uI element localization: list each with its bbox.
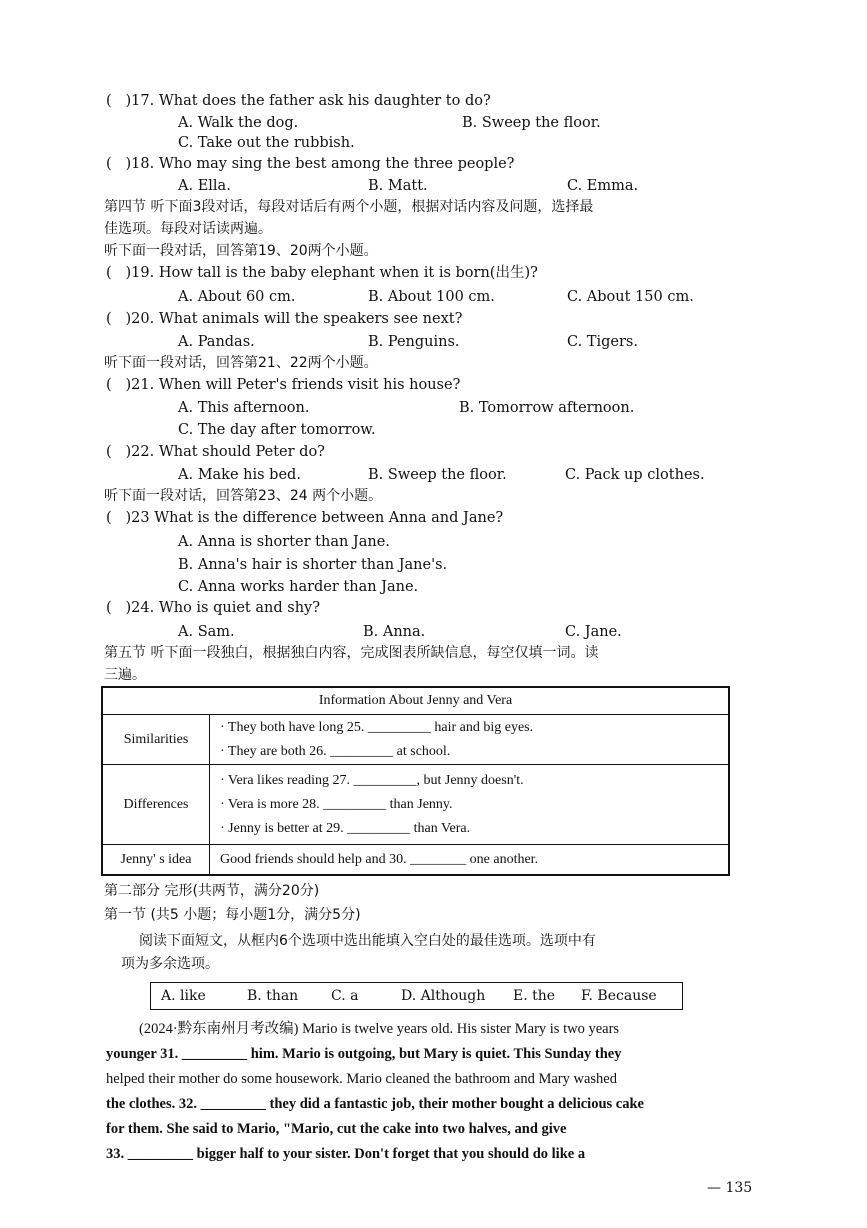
- answer-paren[interactable]: (: [106, 156, 112, 172]
- question-text: What does the father ask his daughter to do?: [158, 93, 491, 109]
- option-a[interactable]: A. Anna is shorter than Jane.: [178, 534, 390, 550]
- blank-26-line[interactable]: · They are both 26. _________ at school.: [220, 743, 451, 759]
- option-c[interactable]: C. Anna works harder than Jane.: [178, 579, 419, 595]
- option-a[interactable]: A. This afternoon.: [178, 400, 310, 416]
- option-c[interactable]: C. The day after tomorrow.: [178, 422, 376, 438]
- option-c[interactable]: C. Tigers.: [567, 334, 638, 350]
- dialogue-2-intro: 听下面一段对话，回答第21、22两个小题。: [104, 355, 378, 371]
- question-number: )18.: [125, 156, 155, 172]
- option-a[interactable]: A. Sam.: [178, 624, 235, 640]
- dialogue-3-intro: 听下面一段对话，回答第23、24 两个小题。: [104, 488, 383, 504]
- option-b[interactable]: B. Sweep the floor.: [368, 467, 507, 483]
- row-label-jennys-idea: Jenny' s idea: [102, 845, 210, 875]
- option-a[interactable]: A. Pandas.: [178, 334, 255, 350]
- part-2-title: 第二部分 完形(共两节，满分20分): [104, 883, 320, 899]
- option-f-because[interactable]: F. Because: [581, 988, 657, 1004]
- option-c[interactable]: C. About 150 cm.: [567, 289, 694, 305]
- question-number: )22.: [125, 444, 155, 460]
- row-content-differences: [210, 765, 730, 845]
- question-text: What is the difference between Anna and Jane?: [154, 510, 504, 526]
- row-label-differences: Differences: [102, 765, 210, 845]
- question-21: [106, 376, 460, 394]
- option-b[interactable]: B. Anna.: [363, 624, 426, 640]
- info-table: [101, 686, 730, 876]
- option-b[interactable]: B. Matt.: [368, 178, 428, 194]
- blank-28-line[interactable]: · Vera is more 28. _________ than Jenny.: [220, 796, 453, 812]
- row-content-similarities: [210, 715, 730, 765]
- option-c-a[interactable]: C. a: [331, 988, 359, 1004]
- option-a[interactable]: A. About 60 cm.: [178, 289, 296, 305]
- section-4-heading: 第四节 听下面3段对话，每段对话后有两个小题，根据对话内容及问题，选择最: [104, 199, 594, 215]
- answer-paren[interactable]: (: [106, 377, 112, 393]
- option-c[interactable]: C. Jane.: [565, 624, 622, 640]
- blank-30-line[interactable]: Good friends should help and 30. ________ one another.: [220, 851, 539, 867]
- options-box: [150, 982, 683, 1010]
- question-20: [106, 310, 462, 328]
- question-text: Who is quiet and shy?: [158, 600, 320, 616]
- option-a[interactable]: A. Walk the dog.: [178, 115, 299, 131]
- page-number: — 135: [707, 1180, 753, 1196]
- section-5-heading: 第五节 听下面一段独白，根据独白内容，完成图表所缺信息，每空仅填一词。读: [104, 645, 599, 661]
- question-24: [106, 599, 320, 617]
- question-17: [106, 92, 491, 110]
- option-c[interactable]: C. Emma.: [567, 178, 639, 194]
- question-22: [106, 443, 325, 461]
- table-header: Information About Jenny and Vera: [102, 687, 729, 715]
- instructions-line-1: 阅读下面短文，从框内6个选项中选出能填入空白处的最佳选项。选项中有: [139, 933, 596, 949]
- option-b[interactable]: B. Tomorrow afternoon.: [459, 400, 635, 416]
- question-number: )24.: [125, 600, 155, 616]
- answer-paren[interactable]: (: [106, 265, 112, 281]
- answer-paren[interactable]: (: [106, 444, 112, 460]
- blank-27-line[interactable]: · Vera likes reading 27. _________, but Jenny doesn't.: [220, 772, 524, 788]
- question-23: [106, 509, 503, 527]
- option-a[interactable]: A. Make his bed.: [178, 467, 301, 483]
- question-number: )23: [125, 510, 150, 526]
- passage-line-5: for them. She said to Mario, "Mario, cut the cake into two halves, and give: [106, 1121, 567, 1137]
- question-text: When will Peter's friends visit his house?: [158, 377, 461, 393]
- passage-line-3: helped their mother do some housework. Mario cleaned the bathroom and Mary washed: [106, 1071, 617, 1087]
- answer-paren[interactable]: (: [106, 600, 112, 616]
- blank-25-line[interactable]: · They both have long 25. _________ hair and big eyes.: [220, 719, 534, 735]
- question-number: )17.: [125, 93, 155, 109]
- section-4-heading-cont: 佳选项。每段对话读两遍。: [104, 221, 272, 237]
- question-18: [106, 155, 514, 173]
- option-b[interactable]: B. Anna's hair is shorter than Jane's.: [178, 557, 448, 573]
- question-text: What should Peter do?: [158, 444, 325, 460]
- option-a[interactable]: A. Ella.: [178, 178, 231, 194]
- passage-line-4[interactable]: the clothes. 32. _________ they did a fantastic job, their mother bought a delicious cake: [106, 1096, 644, 1112]
- question-19: [106, 264, 538, 282]
- option-d-although[interactable]: D. Although: [401, 988, 486, 1004]
- option-b[interactable]: B. About 100 cm.: [368, 289, 495, 305]
- passage-line-2[interactable]: younger 31. _________ him. Mario is outgoing, but Mary is quiet. This Sunday they: [106, 1046, 622, 1062]
- passage-line-6[interactable]: 33. _________ bigger half to your sister. Don't forget that you should do like a: [106, 1146, 586, 1162]
- option-a-like[interactable]: A. like: [161, 988, 206, 1004]
- answer-paren[interactable]: (: [106, 93, 112, 109]
- dialogue-1-intro: 听下面一段对话，回答第19、20两个小题。: [104, 243, 378, 259]
- passage-line-1: (2024·黔东南州月考改编) Mario is twelve years old. His sister Mary is two years: [139, 1021, 620, 1037]
- question-text: How tall is the baby elephant when it is born(出生)?: [158, 265, 538, 281]
- option-b[interactable]: B. Penguins.: [368, 334, 460, 350]
- row-label-similarities: Similarities: [102, 715, 210, 765]
- option-c[interactable]: C. Pack up clothes.: [565, 467, 705, 483]
- option-e-the[interactable]: E. the: [513, 988, 556, 1004]
- answer-paren[interactable]: (: [106, 510, 112, 526]
- answer-paren[interactable]: (: [106, 311, 112, 327]
- option-c[interactable]: C. Take out the rubbish.: [178, 135, 355, 151]
- row-content-jennys-idea: [210, 845, 730, 875]
- question-text: What animals will the speakers see next?: [158, 311, 463, 327]
- blank-29-line[interactable]: · Jenny is better at 29. _________ than Vera.: [220, 820, 471, 836]
- section-5-heading-cont: 三遍。: [104, 667, 146, 683]
- part-2-section-1: 第一节 (共5 小题；每小题1分，满分5分): [104, 907, 361, 923]
- question-number: )21.: [125, 377, 155, 393]
- question-number: )19.: [125, 265, 155, 281]
- question-text: Who may sing the best among the three people?: [158, 156, 515, 172]
- instructions-line-2: 项为多余选项。: [121, 956, 219, 972]
- question-number: )20.: [125, 311, 155, 327]
- option-b[interactable]: B. Sweep the floor.: [462, 115, 601, 131]
- option-b-than[interactable]: B. than: [247, 988, 299, 1004]
